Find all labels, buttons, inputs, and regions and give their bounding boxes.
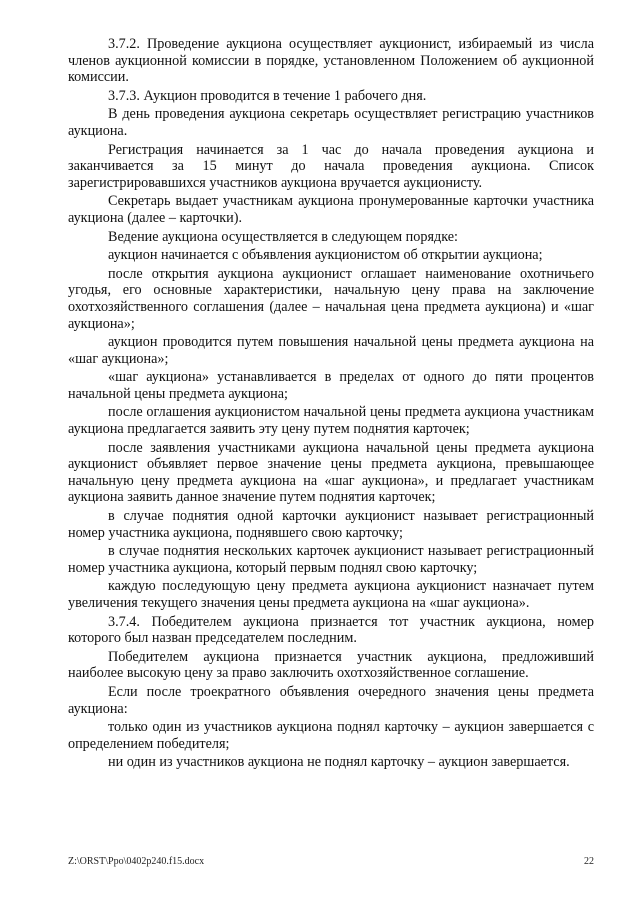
list-item: после открытия аукциона аукционист оглашает наименование охотничьего угодья, его основные характеристики, начальную цену права на заключение охотхозяйственного соглашения (далее – начальная цена предмета аукциона) и «шаг аукциона»; [68,265,594,332]
list-item: ни один из участников аукциона не поднял карточку – аукцион завершается. [108,754,570,771]
page-footer [68,856,594,868]
list-item: после заявления участниками аукциона начальной цены предмета аукциона аукционист объявляет первое значение цены предмета аукциона, превышающее начальную цену предмета аукциона на «шаг аукциона», и предлагает участникам аукциона заявить данное значение путем поднятия карточек; [68,439,594,506]
footer-file-path: Z:\ORST\Ppo\0402p240.f15.docx [68,856,205,867]
paragraph: В день проведения аукциона секретарь осуществляет регистрацию участников аукциона. [68,106,594,139]
list-item: только один из участников аукциона поднял карточку – аукцион завершается с определением победителя; [68,719,594,752]
list-item: «шаг аукциона» устанавливается в пределах от одного до пяти процентов начальной цены предмета аукциона; [68,369,594,402]
paragraph-3-7-4: 3.7.4. Победителем аукциона признается тот участник аукциона, номер которого был назван председателем последним. [68,613,594,647]
paragraph-3-7-2: 3.7.2. Проведение аукциона осуществляет аукционист, избираемый из числа членов аукционной комиссии в порядке, установленном Положением об аукционной комиссии. [68,36,594,86]
paragraph: Победителем аукциона признается участник аукциона, предложивший наиболее высокую цену за право заключить охотхозяйственное соглашение. [68,648,594,682]
paragraph: Регистрация начинается за 1 час до начала проведения аукциона и заканчивается за 15 минут до начала проведения аукциона. Список зарегистрировавшихся участников аукциона вручается аукционисту. [68,141,594,191]
list-item: в случае поднятия нескольких карточек аукционист называет регистрационный номер участника аукциона, который первым поднял свою карточку; [68,543,594,576]
paragraph-3-7-3: 3.7.3. Аукцион проводится в течение 1 рабочего дня. [108,87,427,104]
paragraph: Секретарь выдает участникам аукциона пронумерованные карточки участника аукциона (далее – карточки). [68,193,594,226]
list-item: аукцион проводится путем повышения начальной цены предмета аукциона на «шаг аукциона»; [68,334,594,367]
list-item: после оглашения аукционистом начальной цены предмета аукциона участникам аукциона предлагается заявить эту цену путем поднятия карточек; [68,404,594,438]
paragraph: Если после троекратного объявления очередного значения цены предмета аукциона: [68,683,594,717]
paragraph: Ведение аукциона осуществляется в следующем порядке: [108,228,458,245]
list-item: в случае поднятия одной карточки аукционист называет регистрационный номер участника аукциона, поднявшего свою карточку; [68,508,594,541]
page-number: 22 [584,856,594,867]
document-body [68,36,594,773]
list-item: аукцион начинается с объявления аукционистом об открытии аукциона; [108,247,543,264]
list-item: каждую последующую цену предмета аукциона аукционист назначает путем увеличения текущего значения цены предмета аукциона на «шаг аукциона». [68,578,594,611]
